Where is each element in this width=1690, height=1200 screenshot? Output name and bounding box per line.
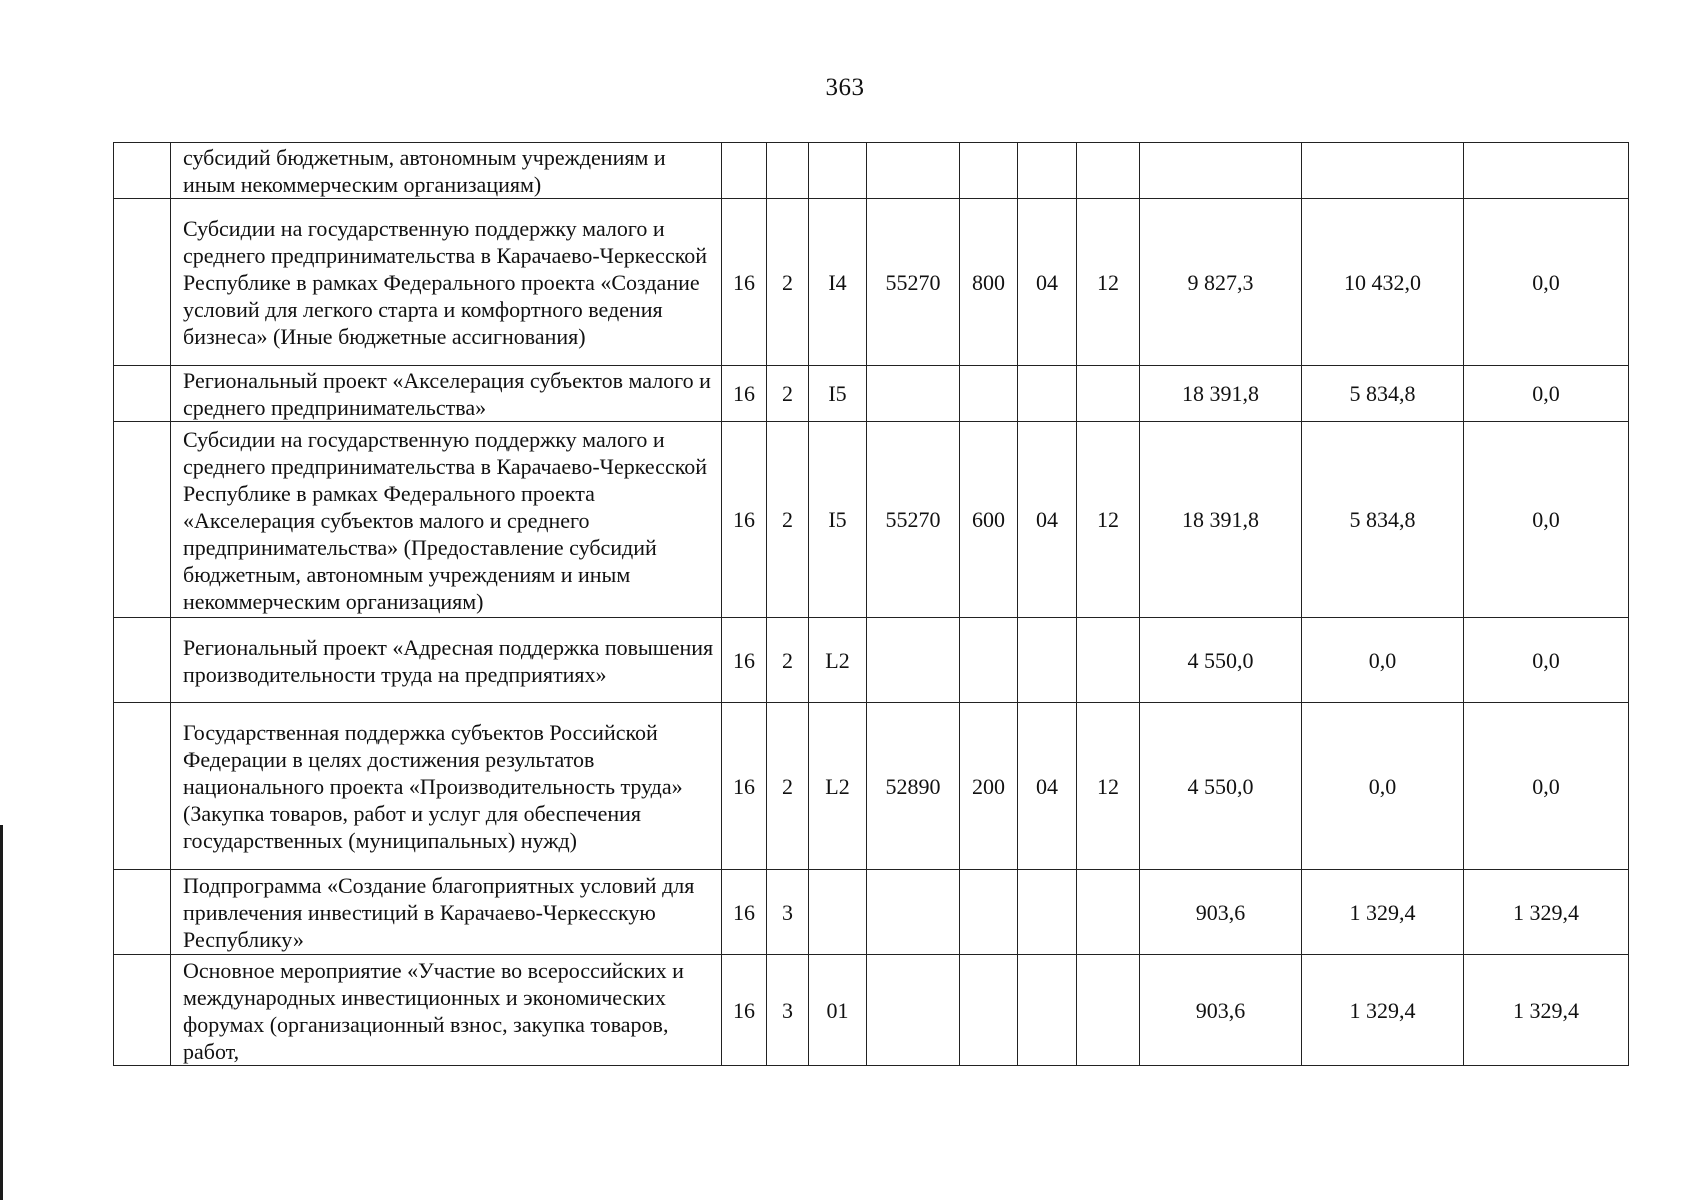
amount-year-1-cell: 903,6 xyxy=(1140,870,1302,955)
description-cell: Субсидии на государственную поддержку малого и среднего предпринимательства в Карачаево-Черкесской Республике в рамках Федерального проекта «Создание условий для легкого старта и комфортного ведения бизнеса» (Иные бюджетные ассигнования) xyxy=(171,199,722,366)
page-number: 363 xyxy=(825,74,865,101)
amount-year-3-cell xyxy=(1464,143,1629,199)
amount-year-2-cell: 1 329,4 xyxy=(1302,955,1464,1066)
code-expense-type-cell xyxy=(960,870,1018,955)
code-project-cell: 01 xyxy=(809,955,867,1066)
code-direction-cell xyxy=(867,143,960,199)
code-project-cell xyxy=(809,870,867,955)
amount-year-3-cell: 0,0 xyxy=(1464,366,1629,422)
description-cell: Основное мероприятие «Участие во всероссийских и международных инвестиционных и экономических форумах (организационный взнос, закупка товаров, работ, xyxy=(171,955,722,1066)
amount-year-1-cell: 903,6 xyxy=(1140,955,1302,1066)
code-subsection-cell xyxy=(1077,143,1140,199)
table-row xyxy=(114,366,1629,422)
description-cell: субсидий бюджетным, автономным учреждениям и иным некоммерческим организациям) xyxy=(171,143,722,199)
code-program-cell: 16 xyxy=(722,703,767,870)
amount-year-2-cell: 10 432,0 xyxy=(1302,199,1464,366)
code-section-cell xyxy=(1018,870,1077,955)
code-project-cell: L2 xyxy=(809,703,867,870)
row-number-cell xyxy=(114,955,171,1066)
code-subprogram-cell: 2 xyxy=(767,366,809,422)
amount-year-3-cell: 0,0 xyxy=(1464,618,1629,703)
code-direction-cell: 52890 xyxy=(867,703,960,870)
description-cell: Государственная поддержка субъектов Российской Федерации в целях достижения результатов национального проекта «Производительность труда» (Закупка товаров, работ и услуг для обеспечения государственных (муниципальных) нужд) xyxy=(171,703,722,870)
amount-year-1-cell xyxy=(1140,143,1302,199)
table-row xyxy=(114,870,1629,955)
amount-year-3-cell: 0,0 xyxy=(1464,703,1629,870)
code-section-cell xyxy=(1018,618,1077,703)
code-direction-cell: 55270 xyxy=(867,199,960,366)
code-expense-type-cell xyxy=(960,143,1018,199)
code-subprogram-cell xyxy=(767,143,809,199)
code-expense-type-cell: 600 xyxy=(960,422,1018,618)
scan-edge-mark xyxy=(0,825,3,1200)
table-row xyxy=(114,422,1629,618)
amount-year-2-cell: 1 329,4 xyxy=(1302,870,1464,955)
code-subsection-cell xyxy=(1077,955,1140,1066)
amount-year-2-cell: 5 834,8 xyxy=(1302,366,1464,422)
amount-year-2-cell: 5 834,8 xyxy=(1302,422,1464,618)
code-project-cell xyxy=(809,143,867,199)
code-section-cell xyxy=(1018,143,1077,199)
amount-year-1-cell: 9 827,3 xyxy=(1140,199,1302,366)
code-subprogram-cell: 2 xyxy=(767,703,809,870)
code-direction-cell xyxy=(867,618,960,703)
table-row xyxy=(114,143,1629,199)
description-cell: Региональный проект «Адресная поддержка повышения производительности труда на предприятиях» xyxy=(171,618,722,703)
row-number-cell xyxy=(114,366,171,422)
amount-year-1-cell: 18 391,8 xyxy=(1140,366,1302,422)
description-cell: Подпрограмма «Создание благоприятных условий для привлечения инвестиций в Карачаево-Черкесскую Республику» xyxy=(171,870,722,955)
code-subprogram-cell: 3 xyxy=(767,870,809,955)
code-subsection-cell: 12 xyxy=(1077,703,1140,870)
amount-year-2-cell xyxy=(1302,143,1464,199)
budget-table xyxy=(113,142,1629,1066)
code-program-cell: 16 xyxy=(722,366,767,422)
code-expense-type-cell xyxy=(960,618,1018,703)
code-direction-cell: 55270 xyxy=(867,422,960,618)
code-direction-cell xyxy=(867,955,960,1066)
code-subsection-cell xyxy=(1077,870,1140,955)
description-cell: Региональный проект «Акселерация субъектов малого и среднего предпринимательства» xyxy=(171,366,722,422)
code-section-cell xyxy=(1018,366,1077,422)
amount-year-3-cell: 1 329,4 xyxy=(1464,955,1629,1066)
amount-year-1-cell: 4 550,0 xyxy=(1140,618,1302,703)
amount-year-3-cell: 1 329,4 xyxy=(1464,870,1629,955)
code-project-cell: I4 xyxy=(809,199,867,366)
code-section-cell: 04 xyxy=(1018,422,1077,618)
code-expense-type-cell xyxy=(960,366,1018,422)
description-cell: Субсидии на государственную поддержку малого и среднего предпринимательства в Карачаево-Черкесской Республике в рамках Федерального проекта «Акселерация субъектов малого и среднего предпринимательства» (Предоставление субсидий бюджетным, автономным учреждениям и иным некоммерческим организациям) xyxy=(171,422,722,618)
row-number-cell xyxy=(114,870,171,955)
amount-year-3-cell: 0,0 xyxy=(1464,199,1629,366)
row-number-cell xyxy=(114,703,171,870)
amount-year-3-cell: 0,0 xyxy=(1464,422,1629,618)
amount-year-2-cell: 0,0 xyxy=(1302,703,1464,870)
code-subprogram-cell: 2 xyxy=(767,199,809,366)
code-program-cell: 16 xyxy=(722,199,767,366)
table-body xyxy=(114,143,1629,1066)
code-program-cell: 16 xyxy=(722,955,767,1066)
code-direction-cell xyxy=(867,366,960,422)
code-subprogram-cell: 2 xyxy=(767,618,809,703)
table-row xyxy=(114,618,1629,703)
code-project-cell: L2 xyxy=(809,618,867,703)
code-expense-type-cell: 200 xyxy=(960,703,1018,870)
code-subsection-cell: 12 xyxy=(1077,422,1140,618)
row-number-cell xyxy=(114,422,171,618)
code-direction-cell xyxy=(867,870,960,955)
code-program-cell: 16 xyxy=(722,618,767,703)
code-project-cell: I5 xyxy=(809,366,867,422)
code-subsection-cell: 12 xyxy=(1077,199,1140,366)
amount-year-1-cell: 4 550,0 xyxy=(1140,703,1302,870)
code-expense-type-cell xyxy=(960,955,1018,1066)
code-subprogram-cell: 2 xyxy=(767,422,809,618)
table-row xyxy=(114,199,1629,366)
code-program-cell: 16 xyxy=(722,422,767,618)
code-program-cell xyxy=(722,143,767,199)
row-number-cell xyxy=(114,199,171,366)
amount-year-1-cell: 18 391,8 xyxy=(1140,422,1302,618)
code-subprogram-cell: 3 xyxy=(767,955,809,1066)
code-section-cell xyxy=(1018,955,1077,1066)
table-row xyxy=(114,703,1629,870)
row-number-cell xyxy=(114,143,171,199)
code-subsection-cell xyxy=(1077,366,1140,422)
table-row xyxy=(114,955,1629,1066)
code-project-cell: I5 xyxy=(809,422,867,618)
code-program-cell: 16 xyxy=(722,870,767,955)
code-subsection-cell xyxy=(1077,618,1140,703)
code-section-cell: 04 xyxy=(1018,199,1077,366)
code-section-cell: 04 xyxy=(1018,703,1077,870)
amount-year-2-cell: 0,0 xyxy=(1302,618,1464,703)
code-expense-type-cell: 800 xyxy=(960,199,1018,366)
row-number-cell xyxy=(114,618,171,703)
